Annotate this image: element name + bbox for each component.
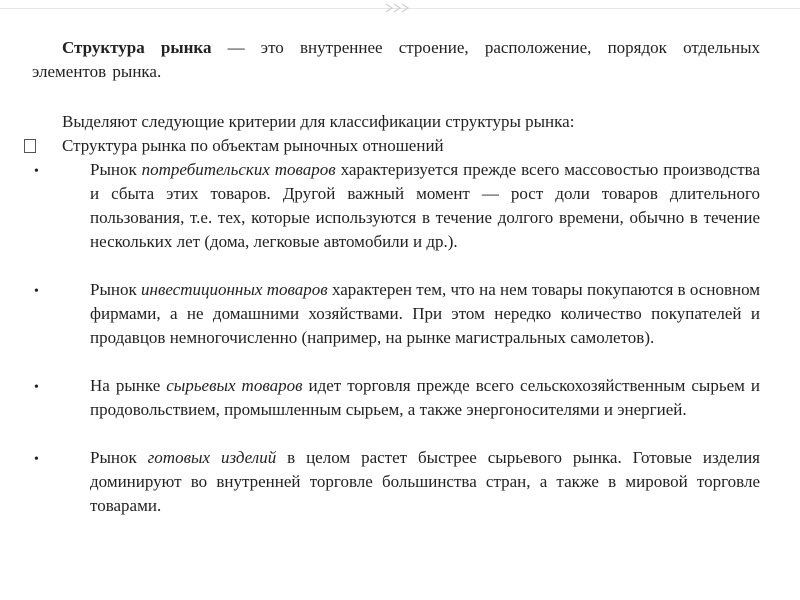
bullet-icon: • bbox=[34, 452, 39, 467]
checkbox-icon bbox=[32, 134, 52, 160]
bullet-prefix: Рынок bbox=[90, 160, 142, 179]
bullet-emphasis: сырьевых товаров bbox=[166, 376, 303, 395]
bullet-suffix: характерен тем, что на нем товары покупаются в основном фирмами, а не домашними хозяйствами. При этом нередко количество покупателей и продавцов немногочисленно (например, на рынке магистральных самолетов). bbox=[90, 280, 761, 347]
intro-definition: — это внутреннее строение, расположение, порядок отдельных элементов рынка. bbox=[32, 38, 761, 81]
bullet-item-investment bbox=[32, 278, 760, 350]
bullet-text bbox=[90, 278, 760, 350]
bullet-suffix: идет торговля прежде всего сельскохозяйственным сырьем и продовольствием, промышленным сырьем, а также энергоносителями и энергией. bbox=[90, 376, 761, 419]
bullet-emphasis: готовых изделий bbox=[147, 448, 277, 467]
checkbox-list-item bbox=[32, 134, 760, 158]
bullet-text bbox=[90, 158, 760, 254]
bullet-suffix: характеризуется прежде всего массовостью производства и сбыта этих товаров. Другой важный момент — рост доли товаров длительного пользования, т.е. тех, которые используются в течение долгого времени, обычно в течение нескольких лет (дома, легковые автомобили и др.). bbox=[90, 160, 760, 251]
bullet-prefix: Рынок bbox=[90, 280, 142, 299]
bullet-item-consumer bbox=[32, 158, 760, 254]
bullet-suffix: в целом растет быстрее сырьевого рынка. Готовые изделия доминируют во внутренней торговле большинства стран, а также в мировой торговле товарами. bbox=[90, 448, 760, 515]
intro-term: Структура рынка bbox=[62, 38, 212, 57]
bullet-text bbox=[90, 446, 760, 518]
checkbox-item-text: Структура рынка по объектам рыночных отношений bbox=[62, 136, 444, 155]
intro-paragraph bbox=[32, 36, 760, 84]
bullet-icon: • bbox=[34, 284, 39, 299]
bullet-prefix: На рынке bbox=[90, 376, 167, 395]
bullet-icon: • bbox=[34, 164, 39, 179]
bullet-emphasis: потребительских товаров bbox=[141, 160, 336, 179]
criteria-heading: Выделяют следующие критерии для классификации структуры рынка: bbox=[62, 112, 575, 131]
bullet-text bbox=[90, 374, 760, 422]
bullet-emphasis: инвестиционных товаров bbox=[141, 280, 328, 299]
bullet-item-raw-materials bbox=[32, 374, 760, 422]
bullet-icon: • bbox=[34, 380, 39, 395]
bullet-prefix: Рынок bbox=[90, 448, 148, 467]
bullet-item-finished-goods bbox=[32, 446, 760, 518]
